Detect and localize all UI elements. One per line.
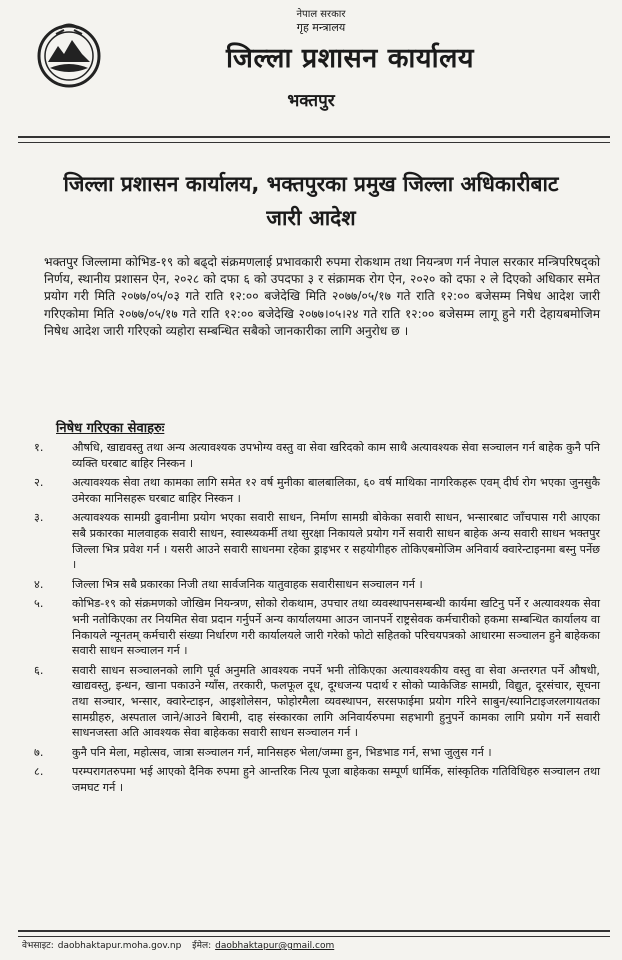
item-text: कोभिड-१९ को संक्रमणको जोखिम नियन्त्रण, सोको रोकथाम, उपचार तथा व्यवस्थापनसम्बन्धी कार्यमा खटिनु पर्ने र अत्यावश्यक सेवा भनी नतोकिएका तर नियमित सेवा प्रदान गर्नुपर्ने अन्य कार्यालयमा आउन जानपर्ने राष्ट्रसेवक कर्मचारीको हकमा सम्बन्धित कार्यालय वा निकायले न्यूनतम् कर्मचारी संख्या निर्धारण गरी कार्यालयले जारी गरेको फोटो सहितको परिचयपत्रको आधारमा सञ्चालन हुने बाहेकका सवारी साधन सञ्चालन गर्न । [72, 597, 600, 658]
list-item [34, 577, 600, 593]
header-divider [18, 136, 610, 143]
order-title-line-2: जारी आदेश [266, 206, 356, 230]
ministry-name: गृह मन्त्रालय [296, 21, 346, 34]
intro-paragraph: भक्तपुर जिल्लामा कोभिड-१९ को बढ्दो संक्रमणलाई प्रभावकारी रुपमा रोकथाम तथा नियन्त्रण गर्न नेपाल सरकार मन्त्रिपरिषद्को निर्णय, स्थानीय प्रशासन ऐन, २०२८ को दफा ६ को उपदफा ३ र संक्रामक रोग ऐन, २०२० को दफा २ ले दिएको अधिकार समेत प्रयोग गरी मिति २०७७/०५/०३ गते राति १२:०० बजेदेखि मिति २०७७/०५/१७ गते राति १२:०० बजेसम्म निषेध आदेश जारी गरिएकोमा मिति २०७७/०५/१७ गते राति १२:०० बजेदेखि २०७७।०५।२४ गते राति १२:०० बजेसम्म लागू हुने गरी देहायबमोजिम निषेध आदेश जारी गरिएको व्यहोरा सम्बन्धित सबैको जानकारीका लागि अनुरोध छ । [44, 255, 600, 338]
item-number: ६. [34, 663, 44, 677]
item-text: औषधि, खाद्यवस्तु तथा अन्य अत्यावश्यक उपभोग्य वस्तु वा सेवा खरिदको काम साथै अत्यावश्यक सेवा सञ्चालन गर्न बाहेक कुनै पनि व्यक्ति घरबाट बाहिर निस्कन । [72, 441, 600, 470]
footer-contact [22, 938, 342, 951]
list-item [34, 475, 600, 506]
list-item [34, 440, 600, 471]
item-text: कुनै पनि मेला, महोत्सव, जात्रा सञ्चालन गर्न, मानिसहरु भेला/जम्मा हुन, भिडभाड गर्न, सभा जुलुस गर्न । [72, 745, 492, 759]
item-number: ७. [34, 745, 44, 759]
list-item [34, 596, 600, 658]
item-number: ५. [34, 597, 44, 611]
list-item [34, 745, 600, 761]
item-text: जिल्ला भित्र सबै प्रकारका निजी तथा सार्वजनिक यातुवाहक सवारीसाधन सञ्चालन गर्न । [72, 577, 423, 591]
item-number: २. [34, 476, 44, 490]
list-item [34, 510, 600, 572]
order-title-line-1: जिल्ला प्रशासन कार्यालय, भक्तपुरका प्रमुख जिल्ला अधिकारीबाट [63, 172, 559, 196]
website-link[interactable]: daobhaktapur.moha.gov.np [57, 941, 182, 951]
item-number: ४. [34, 577, 44, 591]
government-name: नेपाल सरकार [296, 9, 346, 20]
item-text: सवारी साधन सञ्चालनको लागि पूर्व अनुमति आवश्यक नपर्ने भनी तोकिएका अत्यावश्यकीय वस्तु वा सेवा अन्तरगत पर्ने औषधी, खाद्यवस्तु, इन्धन, खाना पकाउने ग्याँस, तरकारी, फलफूल दूध, दूग्धजन्य पदार्थ र सोको प्याकेजिङ सामग्री, विद्युत, दूरसंचार, सूचना तथा सञ्चार, भन्सार, क्वारेन्टाइन, आइशोलेसन, फोहोरमैला व्यवस्थापन, सरसफाईमा प्रयोग गरिने साबुन/स्यानिटाइजरलगायतका सामग्रीहरु, अस्पताल जाने/आउने बिरामी, दाह संस्कारका लागि अनिवार्यरुपमा सहभागी हुनुपर्ने कामका लागि प्रयोग गर्ने सवारी साधनजस्ता अति आवश्यक सेवा बाहेकका सवारी साधन सञ्चालन गर्न । [72, 663, 600, 740]
office-city: भक्तपुर [287, 91, 335, 111]
list-item [34, 663, 600, 741]
email-label: ईमेल: [192, 941, 212, 951]
item-number: १. [34, 441, 44, 454]
footer-divider [18, 930, 610, 937]
email-link[interactable]: daobhaktapur@gmail.com [215, 941, 335, 951]
item-number: ८. [34, 765, 44, 779]
item-text: अत्यावश्यक सामग्री ढुवानीमा प्रयोग भएका सवारी साधन, निर्माण सामग्री बोकेका सवारी साधन, भन्सारबाट जाँचपास गरी आएका सबै प्रकारका मालवाहक सवारी साधन, स्वास्थ्यकर्मी तथा सुरक्षा निकायले प्रयोग गर्ने सवारी साधन बाहेक अन्य सवारी साधन भक्तपुर जिल्ला भित्र प्रवेश गर्न । यसरी आउने सवारी साधनमा रहेका ड्राइभर र सहयोगीहरु तोकिएबमोजिम अनिवार्य क्वारेन्टाइनमा बस्नु पर्नेछ । [72, 511, 600, 572]
prohibited-services-list [34, 440, 600, 799]
item-number: ३. [34, 511, 44, 525]
services-heading: निषेध गरिएका सेवाहरुः [56, 421, 165, 436]
website-label: वेभसाइट: [22, 941, 54, 951]
list-item [34, 764, 600, 795]
office-title: जिल्ला प्रशासन कार्यालय [225, 43, 475, 74]
item-text: अत्यावश्यक सेवा तथा कामका लागि समेत १२ वर्ष मुनीका बालबालिका, ६० वर्ष माथिका नागरिकहरू एवम् दीर्घ रोग भएका जुनसुकै उमेरका मानिसहरू घरबाट बाहिर निस्कन । [72, 476, 600, 505]
item-text: परम्परागतरुपमा भई आएको दैनिक रुपमा हुने आन्तरिक नित्य पूजा बाहेकका सम्पूर्ण धार्मिक, सांस्कृतिक गतिविधिहरु सञ्चालन तथा जमघट गर्न । [72, 765, 600, 794]
